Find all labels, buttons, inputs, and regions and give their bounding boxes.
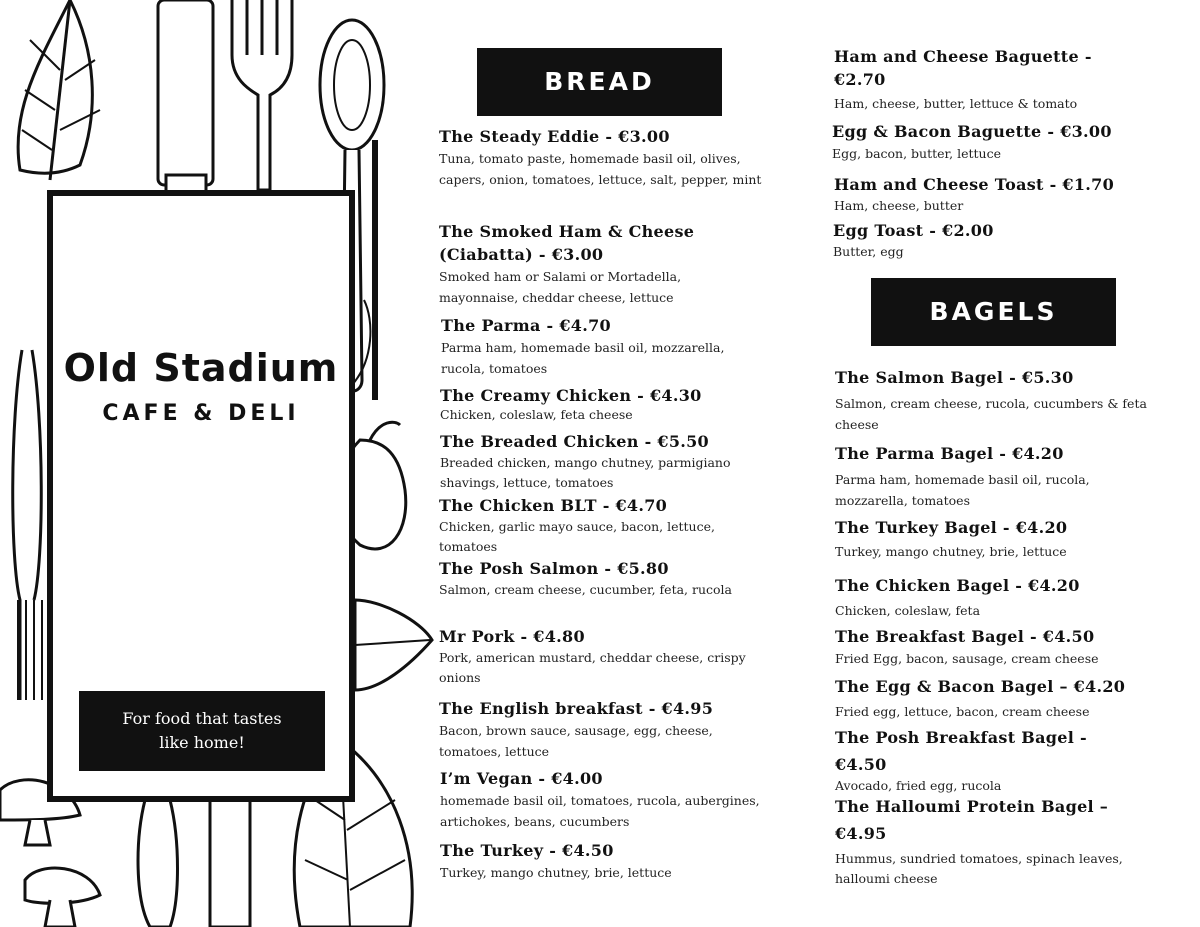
item-description: Avocado, fried egg, rucola: [835, 778, 1002, 793]
item-description: Hummus, sundried tomatoes, spinach leaves, halloumi cheese: [835, 851, 1123, 886]
menu-item: [440, 384, 780, 423]
menu-item: [835, 793, 1135, 889]
item-name: The Posh Breakfast Bagel - €4.50: [835, 728, 1087, 774]
menu-item: [835, 516, 1155, 562]
menu-item: [835, 442, 1135, 511]
menu-item: [833, 219, 1173, 262]
item-name: The Chicken Bagel - €4.20: [835, 576, 1080, 595]
menu-item: [439, 494, 759, 557]
brand-card: [47, 190, 355, 802]
item-name: Mr Pork - €4.80: [439, 627, 585, 646]
item-name: Ham and Cheese Toast - €1.70: [834, 175, 1115, 194]
item-description: Salmon, cream cheese, rucola, cucumbers & feta cheese: [835, 396, 1147, 432]
item-description: Turkey, mango chutney, brie, lettuce: [835, 544, 1067, 559]
item-description: Chicken, garlic mayo sauce, bacon, lettuce, tomatoes: [439, 519, 715, 554]
menu-item: [834, 45, 1134, 114]
tagline-box: [79, 691, 325, 771]
item-description: Chicken, coleslaw, feta: [835, 603, 981, 618]
tagline-line-2: like home!: [159, 733, 245, 752]
menu-item: [439, 697, 759, 762]
menu-item: [835, 366, 1155, 435]
bagels-section-title: BAGELS: [871, 278, 1116, 346]
item-description: Turkey, mango chutney, brie, lettuce: [440, 865, 672, 880]
menu-item: [440, 839, 770, 883]
brand-subtitle: CAFE & DELI: [102, 401, 300, 426]
item-name: Egg & Bacon Baguette - €3.00: [832, 122, 1112, 141]
menu-item: [835, 625, 1165, 669]
menu-item: [834, 173, 1174, 216]
menu-item: [439, 220, 759, 308]
item-description: Pork, american mustard, cheddar cheese, crispy onions: [439, 650, 746, 685]
item-description: homemade basil oil, tomatoes, rucola, aubergines, artichokes, beans, cucumbers: [440, 793, 760, 829]
item-name: The Halloumi Protein Bagel – €4.95: [835, 797, 1109, 843]
item-name: Ham and Cheese Baguette - €2.70: [834, 47, 1092, 89]
bread-section-title: BREAD: [477, 48, 722, 116]
item-name: The Breakfast Bagel - €4.50: [835, 627, 1095, 646]
menu-item: [835, 574, 1155, 621]
item-name: The Chicken BLT - €4.70: [439, 496, 668, 515]
item-description: Parma ham, homemade basil oil, rucola, mozzarella, tomatoes: [835, 472, 1090, 508]
item-name: The Egg & Bacon Bagel – €4.20: [835, 677, 1126, 696]
item-name: The Parma Bagel - €4.20: [835, 444, 1064, 463]
menu-item: [439, 557, 739, 600]
item-description: Fried Egg, bacon, sausage, cream cheese: [835, 651, 1099, 666]
item-description: Ham, cheese, butter, lettuce & tomato: [834, 96, 1078, 111]
item-name: I’m Vegan - €4.00: [440, 769, 603, 788]
menu-item: [440, 430, 770, 493]
item-name: The Smoked Ham & Cheese (Ciabatta) - €3.00: [439, 222, 695, 264]
item-description: Egg, bacon, butter, lettuce: [832, 146, 1001, 161]
item-name: The Turkey Bagel - €4.20: [835, 518, 1068, 537]
item-name: The Salmon Bagel - €5.30: [835, 368, 1074, 387]
item-description: Butter, egg: [833, 244, 904, 259]
item-description: Smoked ham or Salami or Mortadella, mayonnaise, cheddar cheese, lettuce: [439, 269, 682, 305]
menu-item: [439, 125, 769, 190]
item-name: The Posh Salmon - €5.80: [439, 559, 669, 578]
item-description: Fried egg, lettuce, bacon, cream cheese: [835, 704, 1090, 719]
item-name: The English breakfast - €4.95: [439, 699, 714, 718]
item-description: Bacon, brown sauce, sausage, egg, cheese, tomatoes, lettuce: [439, 723, 713, 759]
menu-item: [441, 314, 771, 379]
item-description: Salmon, cream cheese, cucumber, feta, rucola: [439, 582, 732, 597]
item-name: Egg Toast - €2.00: [833, 221, 994, 240]
item-description: Breaded chicken, mango chutney, parmigiano shavings, lettuce, tomatoes: [440, 455, 731, 490]
item-name: The Parma - €4.70: [441, 316, 611, 335]
menu-item: [440, 767, 760, 832]
item-name: The Creamy Chicken - €4.30: [440, 386, 702, 405]
brand-name: Old Stadium: [63, 346, 339, 390]
item-description: Tuna, tomato paste, homemade basil oil, olives, capers, onion, tomatoes, lettuce, salt, pepper, mint: [439, 151, 762, 187]
menu-item: [835, 675, 1175, 722]
tagline-line-1: For food that tastes: [122, 709, 282, 728]
item-description: Ham, cheese, butter: [834, 198, 964, 213]
menu-item: [835, 724, 1135, 794]
item-name: The Breaded Chicken - €5.50: [440, 432, 709, 451]
item-name: The Turkey - €4.50: [440, 841, 614, 860]
menu-item: [832, 120, 1172, 164]
item-description: Chicken, coleslaw, feta cheese: [440, 407, 633, 422]
item-name: The Steady Eddie - €3.00: [439, 127, 670, 146]
item-description: Parma ham, homemade basil oil, mozzarella, rucola, tomatoes: [441, 340, 725, 376]
menu-item: [439, 625, 749, 688]
